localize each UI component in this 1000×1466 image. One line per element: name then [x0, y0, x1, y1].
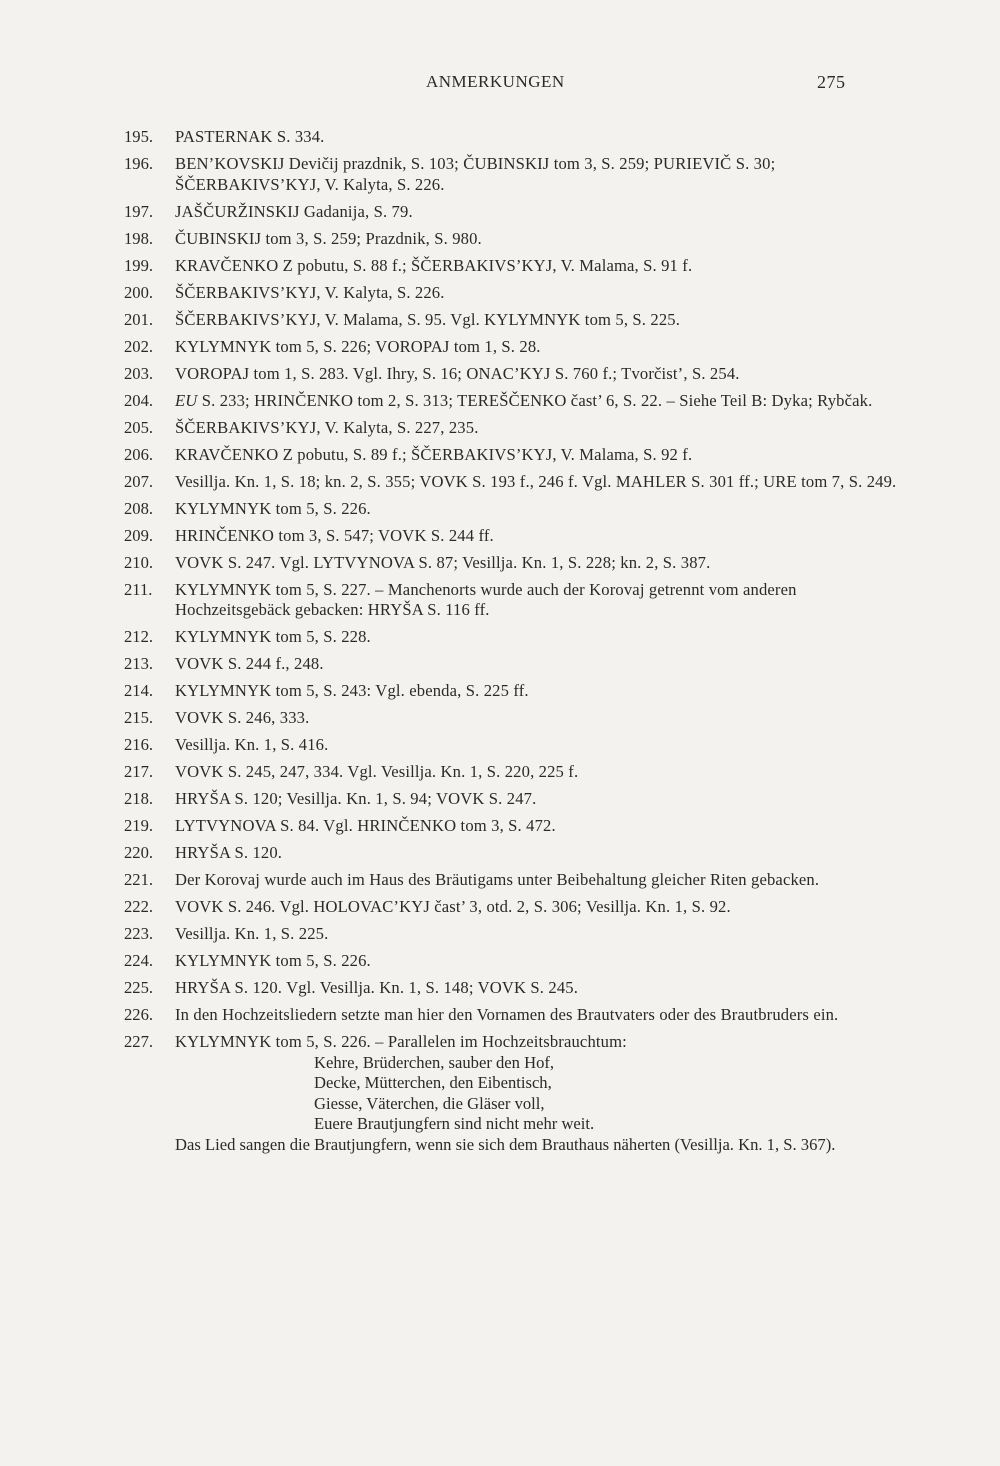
endnote [124, 843, 904, 864]
verse-block [175, 1053, 904, 1135]
endnote-number: 196. [124, 154, 154, 173]
endnote-number: 201. [124, 309, 154, 329]
endnote-text: HRINČENKO tom 3, S. 547; VOVK S. 244 ff. [175, 525, 494, 545]
endnote-text: JAŠČURŽINSKIJ Gadanija, S. 79. [175, 201, 413, 221]
endnote-text: PASTERNAK S. 334. [175, 127, 325, 146]
endnotes-list [124, 127, 904, 1155]
endnote-text: KYLYMNYK tom 5, S. 227. – Manchenorts wurde auch der Korovaj getrennt vom anderen Hochzeitsgebäck gebacken: HRYŠA S. 116 ff. [175, 579, 797, 619]
endnote-number: 204. [124, 390, 154, 410]
endnote [124, 762, 904, 783]
endnote-number: 218. [124, 789, 154, 808]
endnote-number: 206. [124, 444, 154, 464]
endnote-text: VOVK S. 245, 247, 334. Vgl. Vesillja. Kn. 1, S. 220, 225 f. [175, 762, 579, 781]
endnote-number: 210. [124, 552, 154, 572]
endnote-number: 203. [124, 363, 154, 383]
endnote-number: 208. [124, 498, 154, 518]
endnote [124, 654, 904, 675]
endnote [124, 627, 904, 648]
endnote-text [175, 391, 904, 412]
endnote [124, 924, 904, 945]
endnote-text: KRAVČENKO Z pobutu, S. 89 f.; ŠČERBAKIVS’KYJ, V. Malama, S. 92 f. [175, 444, 693, 464]
endnote-text: Vesillja. Kn. 1, S. 18; kn. 2, S. 355; VOVK S. 193 f., 246 f. Vgl. MAHLER S. 301 ff.; URE tom 7, S. 249. [175, 471, 897, 491]
endnote [124, 256, 904, 277]
endnote-text: LYTVYNOVA S. 84. Vgl. HRINČENKO tom 3, S. 472. [175, 816, 556, 835]
endnote [124, 391, 904, 412]
endnote [124, 735, 904, 756]
endnote [124, 708, 904, 729]
endnote [124, 1005, 904, 1026]
endnote-text: KYLYMNYK tom 5, S. 243: Vgl. ebenda, S. 225 ff. [175, 681, 529, 700]
endnote [124, 154, 904, 195]
endnote-number: 214. [124, 681, 154, 700]
endnote-italic-abbrev: EU [175, 390, 198, 410]
endnote [124, 364, 904, 385]
endnote-text: BEN’KOVSKIJ Devičij prazdnik, S. 103; ČUBINSKIJ tom 3, S. 259; PURIEVIČ S. 30; ŠČERBAKIVS’KYJ, V. Kalyta, S. 226. [175, 154, 776, 194]
endnote [124, 897, 904, 918]
endnote [124, 229, 904, 250]
endnote [124, 127, 904, 148]
endnote [124, 499, 904, 520]
endnote [124, 1032, 904, 1053]
endnote-text: HRYŠA S. 120. Vgl. Vesillja. Kn. 1, S. 148; VOVK S. 245. [175, 978, 579, 997]
running-header [0, 72, 1000, 98]
endnote [124, 951, 904, 972]
endnote-text: Der Korovaj wurde auch im Haus des Bräutigams unter Beibehaltung gleicher Riten gebacken. [175, 870, 820, 889]
endnote-text: In den Hochzeitsliedern setzte man hier den Vornamen des Brautvaters oder des Brautbruders ein. [175, 1005, 839, 1024]
endnote-number: 200. [124, 282, 154, 302]
page-number: 275 [817, 72, 846, 92]
endnote-number: 199. [124, 255, 154, 275]
closing-paragraph: Das Lied sangen die Brautjungfern, wenn sie sich dem Brauthaus näherten (Vesillja. Kn. 1, S. 367). [175, 1134, 836, 1154]
endnote [124, 202, 904, 223]
verse-line: Giesse, Väterchen, die Gläser voll, [314, 1093, 545, 1113]
endnote-number: 217. [124, 762, 154, 781]
endnote-text: VOVK S. 246, 333. [175, 708, 310, 727]
endnote-text-rest: S. 233; HRINČENKO tom 2, S. 313; TEREŠČENKO čast’ 6, S. 22. – Siehe Teil B: Dyka; Rybčak. [197, 390, 873, 410]
endnote-number: 207. [124, 471, 154, 491]
endnote-text: ČUBINSKIJ tom 3, S. 259; Prazdnik, S. 980. [175, 228, 482, 248]
endnote-text: ŠČERBAKIVS’KYJ, V. Kalyta, S. 227, 235. [175, 417, 479, 437]
endnote-number: 224. [124, 951, 154, 970]
endnote-number: 220. [124, 843, 154, 862]
endnote-text: VOROPAJ tom 1, S. 283. Vgl. Ihry, S. 16; ONAC’KYJ S. 760 f.; Tvorčist’, S. 254. [175, 363, 740, 383]
endnote-text: KYLYMNYK tom 5, S. 228. [175, 627, 371, 646]
endnote-number: 225. [124, 978, 154, 997]
endnote-text: HRYŠA S. 120. [175, 843, 283, 862]
endnote-number: 216. [124, 735, 154, 754]
endnote-text: KYLYMNYK tom 5, S. 226. – Parallelen im Hochzeitsbrauchtum: [175, 1032, 627, 1051]
endnote-number: 221. [124, 870, 154, 889]
endnote-number: 223. [124, 924, 154, 943]
endnote [124, 978, 904, 999]
endnote [124, 310, 904, 331]
endnote-text: Vesillja. Kn. 1, S. 225. [175, 924, 329, 943]
endnote-text: Vesillja. Kn. 1, S. 416. [175, 735, 329, 754]
verse-line: Euere Brautjungfern sind nicht mehr weit. [314, 1114, 595, 1133]
endnote-number: 219. [124, 816, 154, 835]
endnote [124, 870, 904, 891]
endnote-number: 198. [124, 228, 154, 248]
endnote [124, 553, 904, 574]
endnote-text: KRAVČENKO Z pobutu, S. 88 f.; ŠČERBAKIVS’KYJ, V. Malama, S. 91 f. [175, 255, 693, 275]
endnote [124, 789, 904, 810]
endnote [124, 283, 904, 304]
running-title: ANMERKUNGEN [426, 72, 565, 91]
endnote-number: 213. [124, 654, 154, 673]
verse-line: Decke, Mütterchen, den Eibentisch, [314, 1073, 552, 1092]
endnote-number: 209. [124, 525, 154, 545]
endnote-number: 212. [124, 627, 154, 646]
endnote-number: 202. [124, 336, 154, 356]
endnote-text: VOVK S. 247. Vgl. LYTVYNOVA S. 87; Vesillja. Kn. 1, S. 228; kn. 2, S. 387. [175, 552, 711, 572]
endnote-number: 227. [124, 1032, 154, 1051]
endnote-text: KYLYMNYK tom 5, S. 226. [175, 498, 371, 518]
endnote-number: 195. [124, 127, 154, 146]
endnote [124, 472, 904, 493]
endnote-number: 205. [124, 417, 154, 437]
endnote [124, 526, 904, 547]
endnote-text: ŠČERBAKIVS’KYJ, V. Kalyta, S. 226. [175, 282, 445, 302]
endnote-number: 226. [124, 1005, 154, 1024]
endnote-number: 211. [124, 579, 153, 599]
endnote-text: VOVK S. 244 f., 248. [175, 654, 324, 673]
endnote-number: 215. [124, 708, 154, 727]
endnote-text: KYLYMNYK tom 5, S. 226; VOROPAJ tom 1, S. 28. [175, 336, 541, 356]
endnote [124, 580, 904, 621]
endnote [124, 816, 904, 837]
verse-line: Kehre, Brüderchen, sauber den Hof, [314, 1052, 555, 1072]
endnote [124, 418, 904, 439]
endnote-number: 197. [124, 201, 154, 221]
endnote [124, 681, 904, 702]
endnote-text: KYLYMNYK tom 5, S. 226. [175, 951, 371, 970]
endnote [124, 337, 904, 358]
endnote [124, 445, 904, 466]
endnote-text: HRYŠA S. 120; Vesillja. Kn. 1, S. 94; VOVK S. 247. [175, 789, 537, 808]
endnote-text: VOVK S. 246. Vgl. HOLOVAC’KYJ čast’ 3, otd. 2, S. 306; Vesillja. Kn. 1, S. 92. [175, 897, 731, 916]
endnote-text: ŠČERBAKIVS’KYJ, V. Malama, S. 95. Vgl. KYLYMNYK tom 5, S. 225. [175, 309, 681, 329]
endnote-number: 222. [124, 897, 154, 916]
